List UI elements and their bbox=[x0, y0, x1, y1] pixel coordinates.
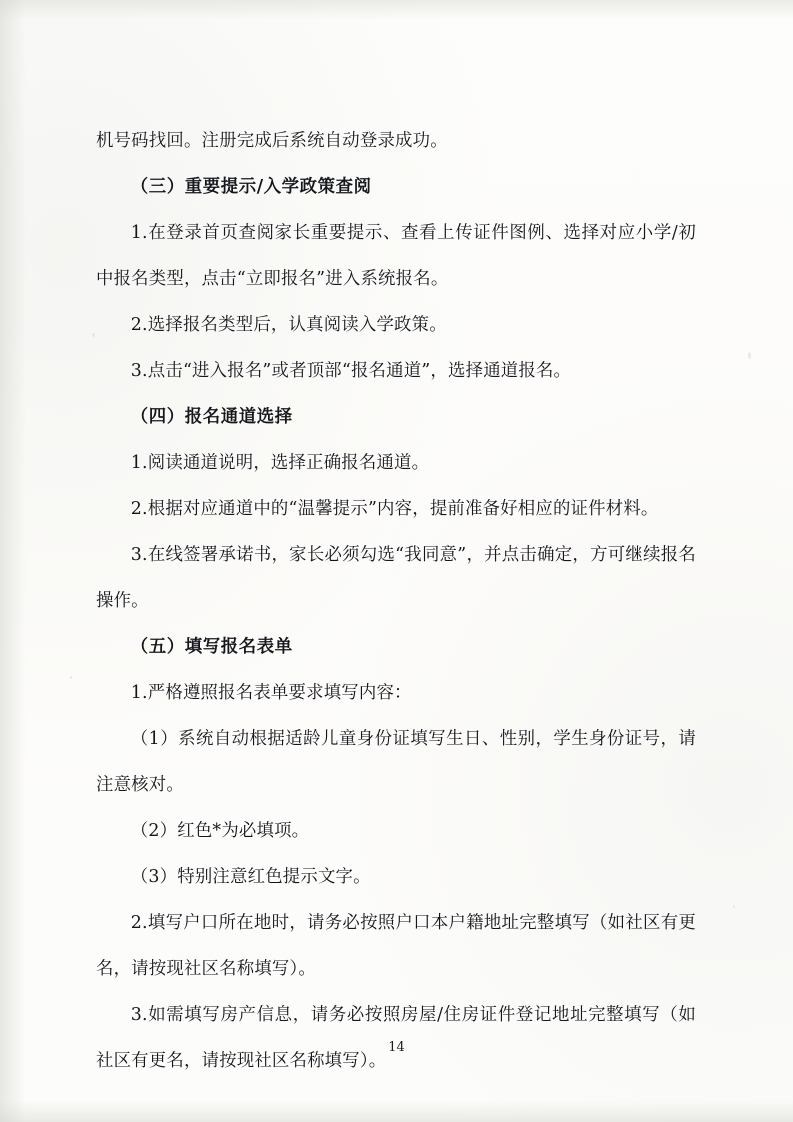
paragraph: 2.选择报名类型后，认真阅读入学政策。 bbox=[130, 315, 447, 335]
paragraph: 1.在登录首页查阅家长重要提示、查看上传证件图例、选择对应小学/初中报名类型，点击“立即报名”进入系统报名。 bbox=[96, 223, 696, 289]
paper-speckle bbox=[92, 333, 95, 337]
page-edge-shadow-bottom bbox=[0, 1100, 793, 1122]
document-body bbox=[96, 118, 696, 1084]
paragraph: 3.在线签署承诺书，家长必须勾选“我同意”，并点击确定，方可继续报名操作。 bbox=[96, 545, 696, 611]
paragraph: 1.阅读通道说明，选择正确报名通道。 bbox=[130, 453, 430, 473]
paragraph: （2）红色*为必填项。 bbox=[130, 821, 310, 841]
section-heading: （五）填写报名表单 bbox=[130, 637, 293, 657]
paragraph: 机号码找回。注册完成后系统自动登录成功。 bbox=[96, 131, 448, 151]
paragraph: （1）系统自动根据适龄儿童身份证填写生日、性别，学生身份证号，请注意核对。 bbox=[96, 729, 696, 795]
section-heading: （三）重要提示/入学政策查阅 bbox=[130, 177, 372, 197]
page-edge-shadow-top bbox=[0, 0, 793, 20]
page-number: 14 bbox=[388, 1040, 405, 1055]
paragraph: 3.点击“进入报名”或者顶部“报名通道”，选择通道报名。 bbox=[130, 361, 572, 381]
paragraph: 1.严格遵照报名表单要求填写内容： bbox=[130, 683, 412, 703]
paragraph: 3.如需填写房产信息，请务必按照房屋/住房证件登记地址完整填写（如社区有更名，请按现社区名称填写）。 bbox=[96, 1005, 696, 1071]
paper-speckle bbox=[70, 676, 72, 679]
section-heading: （四）报名通道选择 bbox=[130, 407, 293, 427]
page-edge-shadow-left bbox=[0, 0, 26, 1122]
paragraph: 2.填写户口所在地时，请务必按照户口本户籍地址完整填写（如社区有更名，请按现社区名称填写）。 bbox=[96, 913, 696, 979]
paragraph: （3）特别注意红色提示文字。 bbox=[130, 867, 371, 887]
paragraph: 2.根据对应通道中的“温馨提示”内容，提前准备好相应的证件材料。 bbox=[130, 499, 659, 519]
paper-speckle bbox=[748, 352, 751, 359]
paper-speckle bbox=[733, 905, 735, 908]
